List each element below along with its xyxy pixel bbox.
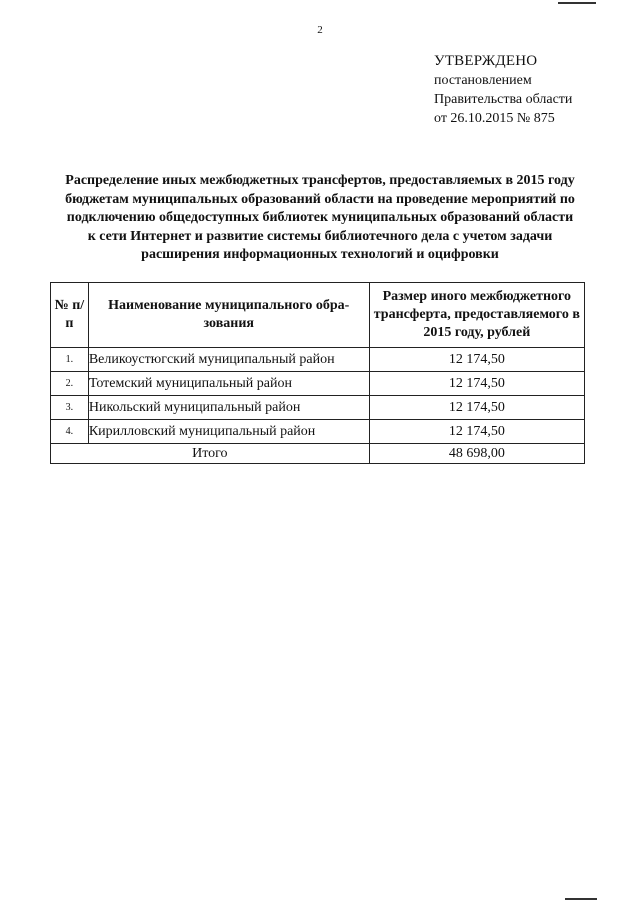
title-line: к сети Интернет и развитие системы библиотечного дела с учетом задачи bbox=[87, 228, 553, 244]
approval-line: постановлением bbox=[434, 73, 532, 88]
approval-heading: УТВЕРЖДЕНО bbox=[434, 53, 538, 69]
table-row bbox=[51, 420, 585, 444]
row-number: 1. bbox=[51, 348, 89, 372]
approval-line: Правительства области bbox=[434, 92, 573, 107]
table-header-row bbox=[51, 283, 585, 348]
transfer-amount: 12 174,50 bbox=[369, 348, 584, 372]
total-row bbox=[51, 444, 585, 464]
title-line: бюджетам муниципальных образований области на проведение мероприятий по bbox=[65, 191, 575, 207]
municipality-name: Тотемский муниципальный район bbox=[88, 372, 369, 396]
municipality-name: Никольский муниципальный район bbox=[88, 396, 369, 420]
table-row bbox=[51, 396, 585, 420]
scan-mark-bottom bbox=[565, 898, 597, 900]
scan-mark-top bbox=[558, 2, 596, 4]
title-line: подключению общедоступных библиотек муниципальных образований области bbox=[66, 210, 574, 225]
approval-block bbox=[434, 52, 572, 128]
header-municipality: Наименование муниципального обра-зования bbox=[88, 283, 369, 348]
approval-date-number: от 26.10.2015 № 875 bbox=[434, 111, 555, 126]
title-line: расширения информационных технологий и оцифровки bbox=[141, 247, 499, 262]
header-number: № п/п bbox=[51, 283, 89, 348]
municipality-name: Кирилловский муниципальный район bbox=[88, 420, 369, 444]
row-number: 2. bbox=[51, 372, 89, 396]
transfer-amount: 12 174,50 bbox=[369, 372, 584, 396]
page-number: 2 bbox=[317, 24, 323, 36]
table-row bbox=[51, 348, 585, 372]
total-label: Итого bbox=[51, 444, 370, 464]
total-amount: 48 698,00 bbox=[369, 444, 584, 464]
row-number: 4. bbox=[51, 420, 89, 444]
municipality-name: Великоустюгский муниципальный район bbox=[88, 348, 369, 372]
document-title bbox=[52, 172, 588, 265]
header-amount: Размер иного межбюджетного трансферта, предоставляемого в 2015 году, рублей bbox=[369, 283, 584, 348]
distribution-table bbox=[50, 282, 585, 464]
title-line: Распределение иных межбюджетных трансфертов, предоставляемых в 2015 году bbox=[65, 173, 575, 188]
row-number: 3. bbox=[51, 396, 89, 420]
transfer-amount: 12 174,50 bbox=[369, 396, 584, 420]
transfer-amount: 12 174,50 bbox=[369, 420, 584, 444]
table-row bbox=[51, 372, 585, 396]
